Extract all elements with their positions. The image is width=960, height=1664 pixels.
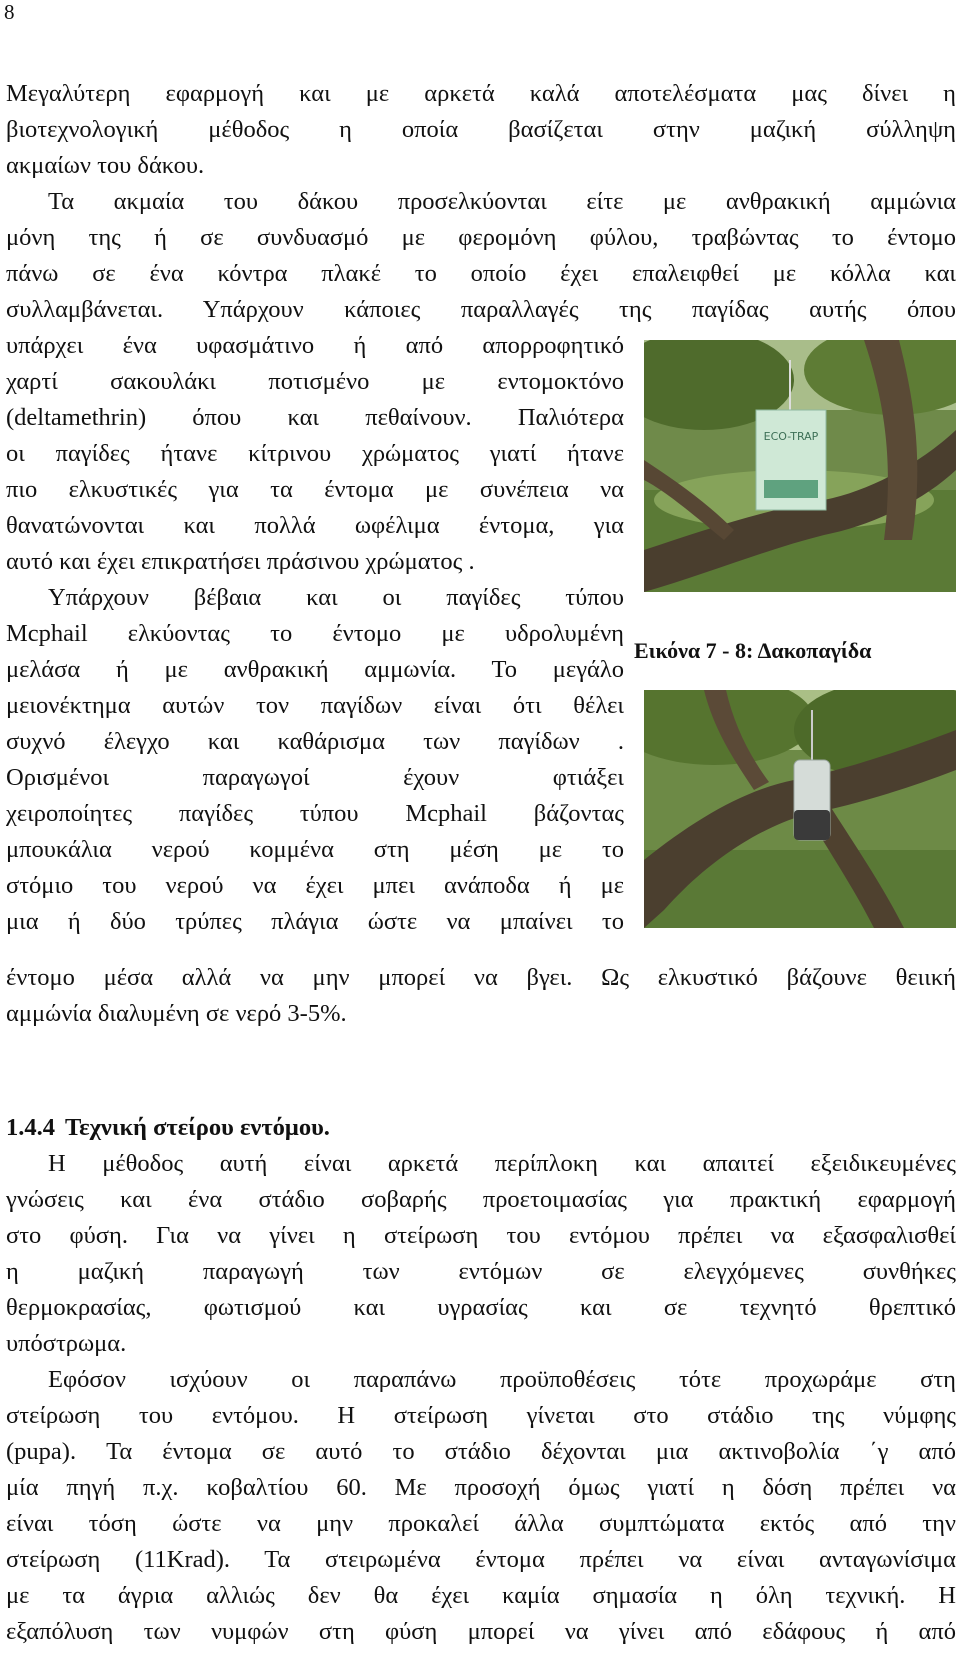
text-line: αμμώνία διαλυμένη σε νερό 3-5%. (6, 1000, 347, 1027)
text-line: υπόστρωμα. (6, 1330, 127, 1357)
text-line: Υπάρχουν βέβαια και οι παγίδες τύπου (48, 584, 624, 611)
text-line: ακμαίων του δάκου. (6, 152, 205, 179)
text-line: μια ή δύο τρύπες πλάγια ώστε να μπαίνει το (6, 908, 624, 935)
page-number: 8 (4, 0, 15, 24)
text-line: χειροποίητες παγίδες τύπου Mcphail βάζοντας (6, 800, 624, 827)
text-line: θερμοκρασίας, φωτισμού και υγρασίας και σε τεχνητό θρεπτικό (6, 1294, 956, 1321)
text-line: Τα ακμαία του δάκου προσελκύονται είτε με ανθρακική αμμώνια (48, 188, 956, 215)
text-line: χαρτί σακουλάκι ποτισμένο με εντομοκτόνο (6, 368, 624, 395)
text-line: μειονέκτημα αυτών τον παγίδων είναι ότι θέλει (6, 692, 624, 719)
text-line: Ορισμένοι παραγωγοί έχουν φτιάξει (6, 764, 624, 791)
text-line: βιοτεχνολογική μέθοδος η οποία βασίζεται στην μαζική σύλληψη (6, 116, 956, 143)
text-line: οι παγίδες ήτανε κίτρινου χρώματος γιατί ήτανε (6, 440, 624, 467)
text-line: αυτό και έχει επικρατήσει πράσινου χρώματος . (6, 548, 475, 575)
text-line: υπάρχει ένα υφασμάτινο ή από απορροφητικό (6, 332, 624, 359)
text-line: η μαζική παραγωγή των εντόμων σε ελεγχόμενες συνθήκες (6, 1258, 956, 1285)
section-number: 1.4.4 (6, 1114, 55, 1141)
text-line: συχνό έλεγχο και καθάρισμα των παγίδων . (6, 728, 624, 755)
text-line: είναι τόση ώστε να μην προκαλεί άλλα συμπτώματα εκτός από την (6, 1510, 956, 1537)
text-line: Εφόσον ισχύουν οι παραπάνω προϋποθέσεις τότε προχωράμε στη (48, 1366, 956, 1393)
text-line: μόνη της ή σε συνδυασμό με φερομόνη φύλου, τραβώντας το έντομο (6, 224, 956, 251)
photo-mcphail-trap-image (644, 690, 956, 928)
text-line: πιο ελκυστικές για τα έντομα με συνέπεια να (6, 476, 624, 503)
text-line: μελάσα ή με ανθρακική αμμωνία. Το μεγάλο (6, 656, 624, 683)
text-line: μπουκάλια νερού κομμένα στη μέση με το (6, 836, 624, 863)
section-title: Τεχνική στείρου εντόμου. (65, 1114, 330, 1141)
photo-eco-trap-image (644, 340, 956, 592)
text-line: (pupa). Τα έντομα σε αυτό το στάδιο δέχονται μια ακτινοβολία ΄γ από (6, 1438, 956, 1465)
text-line: έντομο μέσα αλλά να μην μπορεί να βγει. Ως ελκυστικό βάζουνε θειική (6, 964, 956, 991)
text-line: πάνω σε ένα κόντρα πλακέ το οποίο έχει επαλειφθεί με κόλλα και (6, 260, 956, 287)
text-line: στείρωση του εντόμου. Η στείρωση γίνεται στο στάδιο της νύμφης (6, 1402, 956, 1429)
text-line: μία πηγή π.χ. κοβαλτίου 60. Με προσοχή όμως γιατί η δόση πρέπει να (6, 1474, 956, 1501)
figure-caption: Εικόνα 7 - 8: Δακοπαγίδα (634, 638, 872, 663)
text-line: με τα άγρια αλλιώς δεν θα έχει καμία σημασία η όλη τεχνική. Η (6, 1582, 956, 1609)
text-line: Mcphail ελκύοντας το έντομο με υδρολυμένη (6, 620, 624, 647)
text-line: στείρωση (11Krad). Τα στειρωμένα έντομα πρέπει να είναι ανταγωνίσιμα (6, 1546, 956, 1573)
text-line: θανατώνονται και πολλά ωφέλιμα έντομα, για (6, 512, 624, 539)
olive-tree-trap-photo-bottom (644, 690, 956, 928)
text-line: Η μέθοδος αυτή είναι αρκετά περίπλοκη και απαιτεί εξειδικευμένες (48, 1150, 956, 1177)
olive-tree-trap-photo-top (644, 340, 956, 592)
text-line: (deltamethrin) όπου και πεθαίνουν. Παλιότερα (6, 404, 624, 431)
text-line: Μεγαλύτερη εφαρμογή και με αρκετά καλά αποτελέσματα μας δίνει η (6, 80, 956, 107)
text-line: εξαπόλυση των νυμφών στη φύση μπορεί να γίνει από εδάφους ή από (6, 1618, 956, 1645)
text-line: στο φύση. Για να γίνει η στείρωση του εντόμου πρέπει να εξασφαλισθεί (6, 1222, 956, 1249)
text-line: γνώσεις και ένα στάδιο σοβαρής προετοιμασίας για πρακτική εφαρμογή (6, 1186, 956, 1213)
section-heading (6, 1110, 340, 1146)
trap-label: ECO-TRAP (763, 430, 819, 443)
text-line: συλλαμβάνεται. Υπάρχουν κάποιες παραλλαγές της παγίδας αυτής όπου (6, 296, 956, 323)
text-line: στόμιο του νερού να έχει μπει ανάποδα ή με (6, 872, 624, 899)
